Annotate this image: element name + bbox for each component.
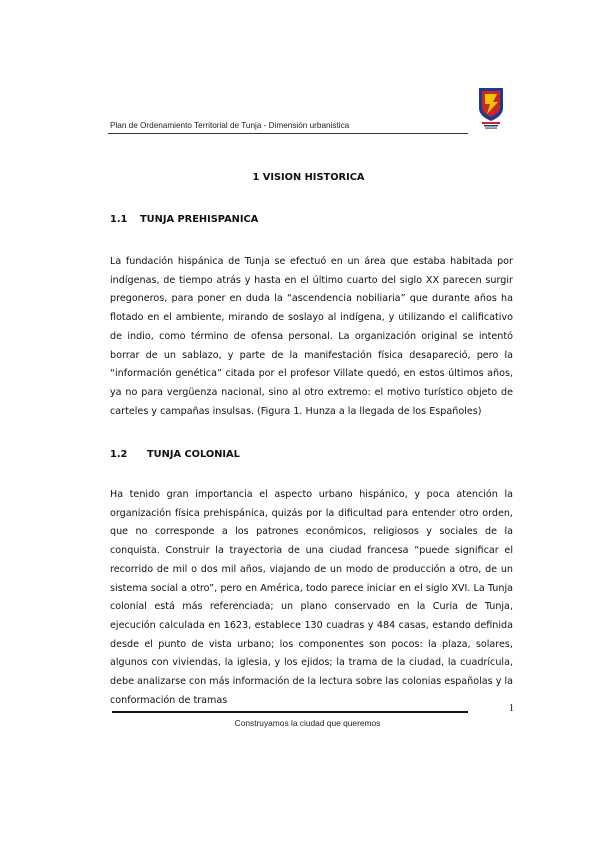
section-number: 1.1 xyxy=(110,214,128,225)
section-heading-colonial xyxy=(110,449,240,460)
chapter-title: 1 VISION HISTORICA xyxy=(252,172,365,183)
footer-slogan: Construyamos la ciudad que queremos xyxy=(234,718,381,728)
city-emblem-icon xyxy=(476,86,506,130)
section-number: 1.2 xyxy=(110,449,128,460)
section-heading-prehispanica xyxy=(110,214,258,225)
header-title: Plan de Ordenamiento Territorial de Tunja - Dimensión urbanistica xyxy=(110,121,350,130)
section-title: TUNJA PREHISPANICA xyxy=(140,214,259,225)
header-divider xyxy=(108,133,468,134)
section-title: TUNJA COLONIAL xyxy=(147,449,240,460)
section-body-colonial: Ha tenido gran importancia el aspecto urbano hispánico, y poca atención la organización física prehispánica, quizás por la dificultad para entender otro orden, que no corresponde a los patrones económicos, religiosos y sociales de la conquista. Construir la trayectoria de una ciudad francesa “puede significar el recorrido de mil o dos mil años, viajando de un modo de producción a otro, de un sistema social a otro”, pero en América, todo parece iniciar en el siglo XVI. La Tunja colonial está más referenciada; un plano conservado en la Curia de Tunja, ejecución calculada en 1623, establece 130 cuadras y 484 casas, estando definida desde el punto de vista urbano; los componentes son pocos: la plaza, solares, algunos con viviendas, la iglesia, y los ejidos; la trama de la ciudad, la cuadrícula, debe analizarse con más información de la lectura sobre las colonias españolas y la conformación de tramas xyxy=(110,489,513,706)
footer-divider xyxy=(112,711,468,713)
section-body-prehispanica: La fundación hispánica de Tunja se efectuó en un área que estaba habitada por indígenas, de tiempo atrás y hasta en el último cuarto del siglo XX parecen surgir pregoneros, para poner en duda la “ascendencia nobiliaria” que durante años ha flotado en el ambiente, mirando de soslayo al indígena, y utilizando el calificativo de indio, como término de ofensa personal. La organización original se intentó borrar de un sablazo, y parte de la manifestación física desapareció, pero la “información genética” citada por el profesor Villate quedó, en estos últimos años, ya no para vergüenza nacional, sino al otro extremo: el motivo turístico objeto de carteles y campañas insulsas. (Figura 1. Hunza a la llegada de los Españoles) xyxy=(110,256,513,417)
page-number: 1 xyxy=(509,703,514,714)
